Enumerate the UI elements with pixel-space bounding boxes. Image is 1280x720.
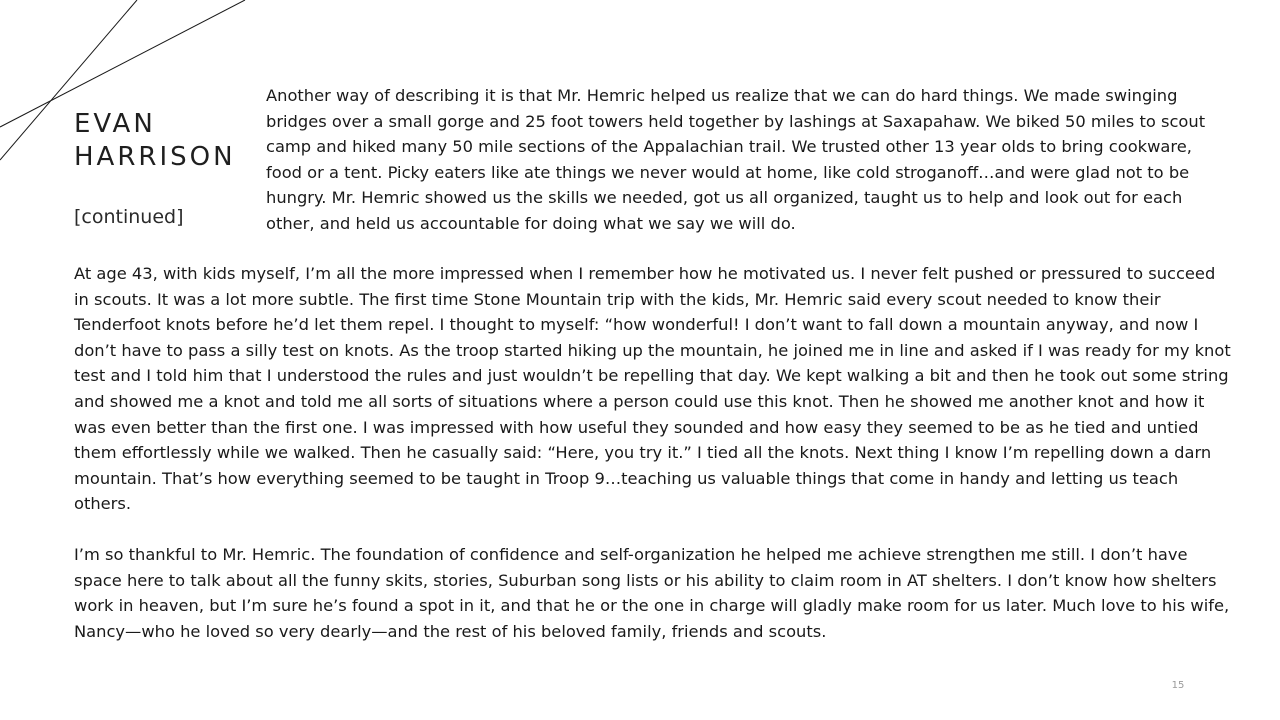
body-paragraph-2: At age 43, with kids myself, I’m all the more impressed when I remember how he motivated us. I never felt pushed or pressured to succeed in scouts. It was a lot more subtle. The first time Stone Mountain trip with the kids, Mr. Hemric said every scout needed to know their Tenderfoot knots before he’d let them repel. I thought to myself: “how wonderful! I don’t want to fall down a mountain anyway, and now I don’t have to pass a silly test on knots. As the troop started hiking up the mountain, he joined me in line and asked if I was ready for my knot test and I told him that I understood the rules and just wouldn’t be repelling that day. We kept walking a bit and then he took out some string and showed me a knot and told me all sorts of situations where a person could use this knot. Then he showed me another knot and how it was even better than the first one. I was impressed with how useful they sounded and how easy they seemed to be as he tied and untied them effortlessly while we walked. Then he casually said: “Here, you try it.” I tied all the knots. Next thing I know I’m repelling down a darn mountain. That’s how everything seemed to be taught in Troop 9…teaching us valuable things that come in handy and letting us teach others.	[74, 264, 1231, 514]
slide-subtitle: [continued]	[74, 206, 184, 228]
slide-title	[74, 108, 236, 174]
body-paragraph-1: Another way of describing it is that Mr. Hemric helped us realize that we can do hard things. We made swinging bridges over a small gorge and 25 foot towers held together by lashings at Saxapahaw. We biked 50 miles to scout camp and hiked many 50 mile sections of the Appalachian trail. We trusted other 13 year olds to bring cookware, food or a tent. Picky eaters like ate things we never would at home, like cold stroganoff…and were glad not to be hungry. Mr. Hemric showed us the skills we needed, got us all organized, taught us to help and look out for each other, and held us accountable for doing what we say we will do.	[266, 86, 1206, 233]
page-number: 15	[1171, 680, 1185, 691]
slide-title-line-2: HARRISON	[74, 142, 236, 172]
body-paragraph-3: I’m so thankful to Mr. Hemric. The foundation of confidence and self-organization he helped me achieve strengthen me still. I don’t have space here to talk about all the funny skits, stories, Suburban song lists or his ability to claim room in AT shelters. I don’t know how shelters work in heaven, but I’m sure he’s found a spot in it, and that he or the one in charge will gladly make room for us later. Much love to his wife, Nancy—who he loved so very dearly—and the rest of his beloved family, friends and scouts.	[74, 545, 1230, 641]
slide-title-line-1: EVAN	[74, 109, 156, 139]
